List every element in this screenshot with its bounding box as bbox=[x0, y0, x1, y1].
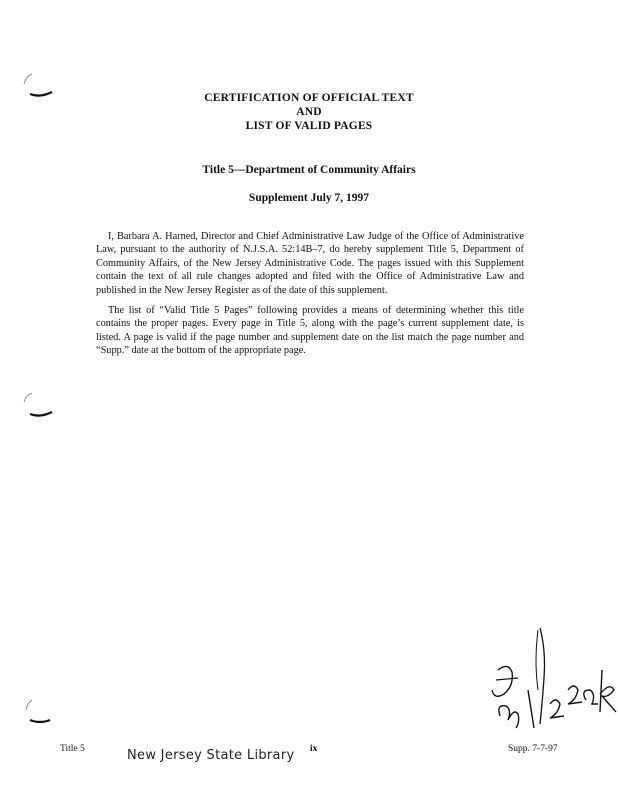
binder-hole-mark-middle bbox=[20, 390, 56, 426]
heading-line-1: CERTIFICATION OF OFFICIAL TEXT bbox=[204, 92, 414, 104]
supplement-date: Supplement July 7, 1997 bbox=[248, 192, 370, 204]
footer-title: Title 5 bbox=[60, 744, 85, 754]
heading-line-2: AND bbox=[296, 106, 322, 118]
library-stamp: New Jersey State Library bbox=[127, 747, 295, 764]
heading-line-3: LIST OF VALID PAGES bbox=[245, 120, 373, 132]
certification-heading bbox=[0, 91, 618, 133]
paragraph-certification: I, Barbara A. Harned, Director and Chief Administrative Law Judge of the Office of Administrative Law, pursuant to the authority of N.J.S.A. 52:14B–7, do hereby supplement Title 5, Department of Community Affairs, of the New Jersey Administrative Code. The pages issued with this Supplement contain the text of all rule changes adopted and filed with the Office of Administrative Law and published in the New Jersey Register as of the date of this supplement. bbox=[96, 231, 524, 296]
binder-hole-mark-bottom bbox=[20, 696, 56, 732]
footer-page-number: ix bbox=[310, 744, 318, 754]
footer-supplement: Supp. 7-7-97 bbox=[508, 744, 558, 754]
certification-body bbox=[96, 230, 524, 358]
handwritten-signature bbox=[478, 620, 618, 730]
paragraph-valid-pages: The list of “Valid Title 5 Pages” following provides a means of determining whether this title contains the proper pages. Every page in Title 5, along with the page’s current supplement date, is listed. A page is valid if the page number and supplement date on the list match the page number and “Supp.” date at the bottom of the appropriate page. bbox=[96, 305, 524, 357]
title-heading: Title 5—Department of Community Affairs bbox=[202, 164, 416, 176]
